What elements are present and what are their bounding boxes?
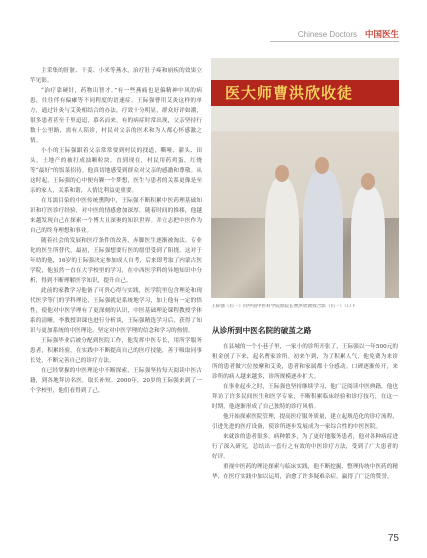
header-chinese-title: 中国医生: [364, 30, 399, 40]
photo-banner: 医大师曹洪欣收徒: [211, 80, 399, 106]
header-english-title: Chinese Doctors: [297, 30, 357, 39]
right-paragraph-4: 来就诊的患者很多，病种繁多，为了更好地服务患者，他对各种病症进行了深入研究，总结出一套行之有效的中医诊疗方法，受到了广大患者的好评。: [212, 434, 398, 460]
left-paragraph-2: “治疗靠硬针，药物出智才。”有一些燕痛也是偏精神中风的病患，往往伴有偏瘫等不同程度的语速症。王际强曹用艾灸这样的单方，通过针灸与艾灸相结合的办法，疗效十分明显，群众好评如潮，很多患者甚至千里迢迢，慕名而来。有的病症时常出现，父亲坚持行数十公里路，需有人陪诊，村民对父亲的医术和为人都心怀感激之情。: [30, 88, 202, 144]
left-paragraph-3: 小小的王际强跟着父亲常常要到村民的找道，嘶哑、灌头、田头，土地产的被打成浊颗粒块。直到现在，村民用药鸡蛋，红烧等“最好”的饭菜招待。他真切地感受到群众对父亲的感激和尊敬。从这时起，王际强的心中便有颗一个梦想，医生与患者的关系更像是至亲的家人，关系和谐，人情比利益更重要。: [30, 148, 202, 194]
left-paragraph-5: 随着社会的发展和医疗条件的改善，赤脚医生逐渐被淘汰。专业化的医生所替代，最初，王际强想要行医的愿望受到了阻挠，这对于年幼的他，16岁的王际强决定参加成人自考，后来即考取了内蒙古医学院，他虽然一直在大学校里的学习，在中西医学科的异地知识中分析，得到不断理解医学知识，提升自己。: [30, 238, 202, 284]
photo-caption: 王际强（右一）同中国中医科学院原院长曹洪欣教授合影（右一）（口下: [211, 304, 356, 309]
right-column: [212, 326, 398, 482]
photo-person-right: [351, 186, 385, 298]
page-number: 75: [387, 533, 399, 544]
left-paragraph-1: 主采集的肝脏、干姜、小米等燕水，治疗肚子疼和崩疾的效果立竿见影。: [30, 68, 202, 84]
photo-head-right: [361, 173, 375, 190]
photo-head-center: [315, 157, 329, 174]
right-paragraph-5: 重视中医药的理论探索与临床实践，他不断挖掘、整理传统中医药的精华，在医疗实践中加以运用，治愈了许多疑难杂症，赢得了广泛的赞誉。: [212, 464, 398, 480]
photo-head-left: [275, 165, 289, 182]
left-column: [30, 66, 202, 396]
header-rule: [270, 41, 399, 42]
section-title: 从诊所到中医名院的破茧之路: [212, 326, 312, 335]
right-paragraph-2: 在事业起步之时，王际强也坚持继续学习，他广泛阅读中医典籍，他也拜访了许多民间医生和医学专家，不断积累临床经验和诊疗技巧，在这一时期，他逐渐形成了自己独特的诊疗风格。: [212, 384, 398, 410]
left-paragraph-8: 在已经掌握的中医理论中不断探索，王际强坚持每天阅读中医古籍，到各地拜访名医，取长补短。2000年，20岁的王际强来到了一个学校里，他们看得到了己。: [30, 368, 202, 394]
right-paragraph-1: 在县城的一个小巷子里，一家小的诊所开张了，王际强以一年500元的租金创了下来，起名曹家诊所。初来乍到，为了积累人气，他免费为来诊所的患者做穴位按摩和艾灸，患者和家属都十分感动。口碑逐渐传开，来诊所的病人越来越多，诊所规模逐步扩大。: [212, 344, 398, 380]
left-paragraph-6: 此前的家教学习他备了可贵心得与实践，医学院里包含理论和现代医学等门的学科理论，王际强就是系统地学习，加上他有一定的悟性，使他对中医学理有了更深刻的认识，中医基础理论课程教授学体系的清晰，李教授讲课也进行分析谈，王际强精选学习后，获得了知识与更加系统的中医理论，坚定对中医学理的信念和学习的热情。: [30, 288, 202, 334]
photo-person-center: [303, 170, 343, 298]
photo-person-left: [265, 178, 299, 298]
right-paragraph-3: 他开始探索医院管理，提高医疗服务质量，建立起规范化的诊疗流程，引进先进的医疗设备，使诊所逐步发展成为一家综合性的中医医院。: [212, 414, 398, 430]
left-paragraph-4: 在耳濡目染的中医传统熏陶中，王际强不断积累中医药理基础知识和疗医诊疗经验，对中医的情感愈加深厚，随着时间的推移，他越来越发现自己在探索一个博大且深奥的知识世界。并立志把中医作为自己的终身理想和事业。: [30, 198, 202, 234]
article-photo: [211, 58, 399, 298]
left-paragraph-7: 王际强毕业后被分配到医院工作，他发挥中医专长，用所学服务患者，积累经验，在实践中不断提高自己的医疗技能，善于吸取同事长处，不断完善自己的诊疗方法。: [30, 338, 202, 364]
